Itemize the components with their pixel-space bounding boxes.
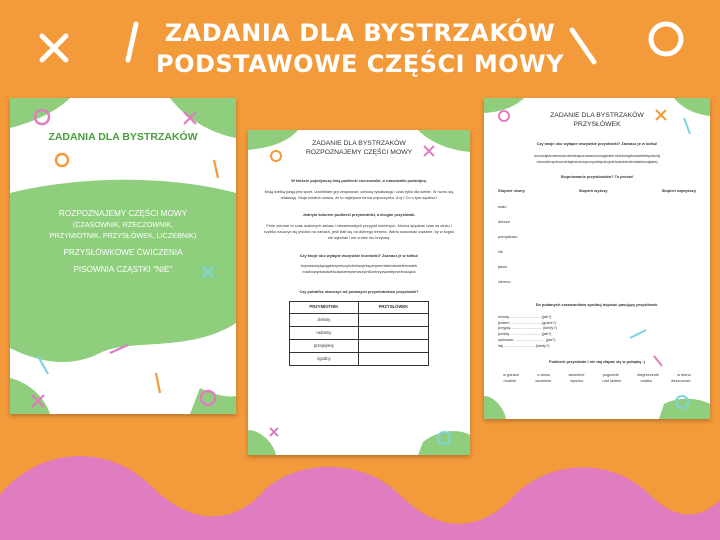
phrase[interactable]: wysoko — [570, 378, 584, 384]
paragraph-1: Moją wielką pasją jest sport. Uwielbiam gry zespołowe, zdrową rywalizację i czas tylko dla siebie. W ruchu się relaksuję. Moja rodzina uważa, że to najlepsza forma odpoczynku. A ty? Co o tym sądzisz? — [264, 188, 454, 200]
answer-cell[interactable] — [358, 352, 428, 365]
table-cell: zielony — [290, 313, 359, 326]
cover-line-5: PISOWNIA CZĄSTKI "NIE" — [73, 265, 173, 274]
pink-waves-decoration — [0, 455, 720, 540]
worksheet-header — [248, 140, 470, 157]
table-cell: zgodny — [290, 352, 359, 365]
phrase-row-bottom — [494, 378, 700, 384]
table-row — [290, 326, 429, 339]
phrase[interactable]: rzadko — [640, 378, 653, 384]
phrase[interactable]: niegrzecznie — [637, 372, 659, 378]
cover-line-1: ROZPOZNAJEMY CZĘŚCI MOWY — [58, 209, 188, 218]
list-item: ciemno — [498, 278, 511, 284]
instruction-1: Czy twoje oko wyłapie wszystkie przysłówki? Zaznacz je w kółku! — [536, 141, 658, 146]
worksheet-header — [484, 112, 710, 129]
table-cell: przepiękny — [290, 339, 359, 352]
instruction-4: Czy potrafisz utworzyć od podanych przymiotników przysłówki? — [299, 288, 419, 294]
worksheet-header-1: ZADANIE DLA BYSTRZAKÓW — [312, 140, 406, 147]
table-header: PRZYSŁÓWEK — [358, 301, 428, 313]
phrase[interactable]: wcześnie — [568, 372, 585, 378]
worksheet-header-1: ZADANIE DLA BYSTRZAKÓW — [550, 112, 644, 119]
cover-line-2: (CZASOWNIK, RZECZOWNIK, — [72, 220, 174, 229]
column-header: Stopień równy — [498, 188, 525, 194]
puzzle-line-2: malinowydwadzieściaosiempierwszymiliontrzyzwarteprzeleosiąsić — [302, 269, 416, 275]
answer-cell[interactable] — [358, 313, 428, 326]
cover-card[interactable] — [10, 98, 236, 414]
page-title — [0, 18, 720, 80]
worksheet-adverb[interactable] — [484, 98, 710, 419]
phrase[interactable]: wcześnie — [535, 378, 552, 384]
list-item: pomysłowo — [498, 233, 518, 239]
answer-cell[interactable] — [358, 339, 428, 352]
worksheet-body — [262, 178, 456, 366]
title-line-1: ZADANIA DLA BYSTRZAKÓW — [164, 19, 556, 47]
instruction-4: Podkreśl przysłówki i nie daj złapać się w pułapkę :) — [548, 358, 645, 364]
list-item: mało — [498, 203, 507, 209]
table-row — [290, 339, 429, 352]
list-item: dobrze — [498, 218, 510, 224]
cover-line-4: PRZYSŁÓWKOWE ĆWICZENIA — [63, 248, 183, 257]
list-item: mówię ............................ (jak?) — [498, 313, 552, 319]
cover-contents — [10, 208, 236, 281]
table-row — [290, 313, 429, 326]
list-item: śpiewam ............................ (jak?) — [498, 336, 556, 342]
table-header: PRZYMIOTNIK — [290, 301, 359, 313]
cover-title: ZADANIA DLA BYSTRZAKÓW — [48, 131, 198, 143]
column-header: Stopień wyższy — [578, 188, 608, 194]
phrase[interactable]: w górach — [503, 372, 519, 378]
table-row — [290, 352, 429, 365]
phrase[interactable]: o domu — [537, 372, 551, 378]
worksheet-header-2: PRZYSŁÓWEK — [573, 120, 621, 128]
list-item: jestem ............................ (gdzie?) — [498, 319, 556, 325]
list-item: jeżdżę ............................ (jak?) — [498, 331, 552, 337]
column-header: Stopień najwyższy — [661, 188, 696, 194]
instruction-2: Jednym kolorem podkreśl przymiotniki, a drugim przysłówki. — [302, 212, 416, 218]
adjective-adverb-table — [289, 301, 429, 366]
worksheet-body — [494, 141, 700, 384]
worksheet-parts-of-speech[interactable] — [248, 130, 470, 455]
puzzle-line-2: okonobezpiecznietajemniczoporywistyukojnieluradośniestalekonajlatej — [536, 158, 658, 164]
puzzle-line-1: trzynaściepiętagietrzymiczyhotelowyeksperymentsieniewielemostek — [300, 263, 418, 269]
instruction-3: Do podanych czasowników spróbuj dopisać pasujący przysłówek. — [535, 301, 659, 307]
cover-line-3: PRZYMIOTNIK, PRZYSŁÓWEK, LICZEBNIK) — [49, 231, 197, 240]
instruction-1: W tekście pojedynczą linią podkreśl rzeczowniki, a czasowniki podwójną. — [291, 178, 427, 183]
answer-cell[interactable] — [358, 326, 428, 339]
paragraph-2: Ferie zimowe to czas szalonych zabaw i niesamowitych przygód śnieżnych. Można spędzać czas na stoku i szybko nauczyć się jeździć na nartach, jeśli trafi się na dobrego trenera. Warto szusować uważnie, by w kogoś nie wjechać i nie zrobić mu krzywdy. — [263, 223, 455, 240]
puzzle-line-1: wczorajtamtenmarchewkapomarańczowyjesternedzisiajdzisiaefektpatrzaj — [534, 152, 660, 158]
list-item: źle — [498, 248, 503, 254]
phrase[interactable]: w domu — [677, 372, 691, 378]
degree-headers — [494, 188, 700, 194]
table-cell: radosny — [290, 326, 359, 339]
title-line-2: PODSTAWOWE CZĘŚCI MOWY — [155, 50, 565, 78]
instruction-2: Stopniowanie przysłówków? To proste! — [560, 174, 634, 180]
worksheet-header-2: ROZPOZNAJEMY CZĘŚCI MOWY — [305, 148, 413, 156]
phrase[interactable]: modnie — [503, 378, 517, 384]
word-list — [494, 204, 700, 294]
list-item: idę ............................ (kiedy?) — [498, 342, 550, 348]
list-item: przyjdę ............................ (kiedy?) — [498, 325, 557, 331]
verb-list — [494, 314, 700, 349]
phrase[interactable]: nad stołem — [602, 378, 622, 384]
phrase[interactable]: pogodnie — [602, 372, 619, 378]
list-item: jasno — [498, 263, 508, 269]
instruction-3: Czy twoje oko wyłapie wszystkie liczebniki? Zaznacz je w kółku! — [299, 252, 419, 258]
phrase[interactable]: deszczowo — [671, 378, 691, 384]
